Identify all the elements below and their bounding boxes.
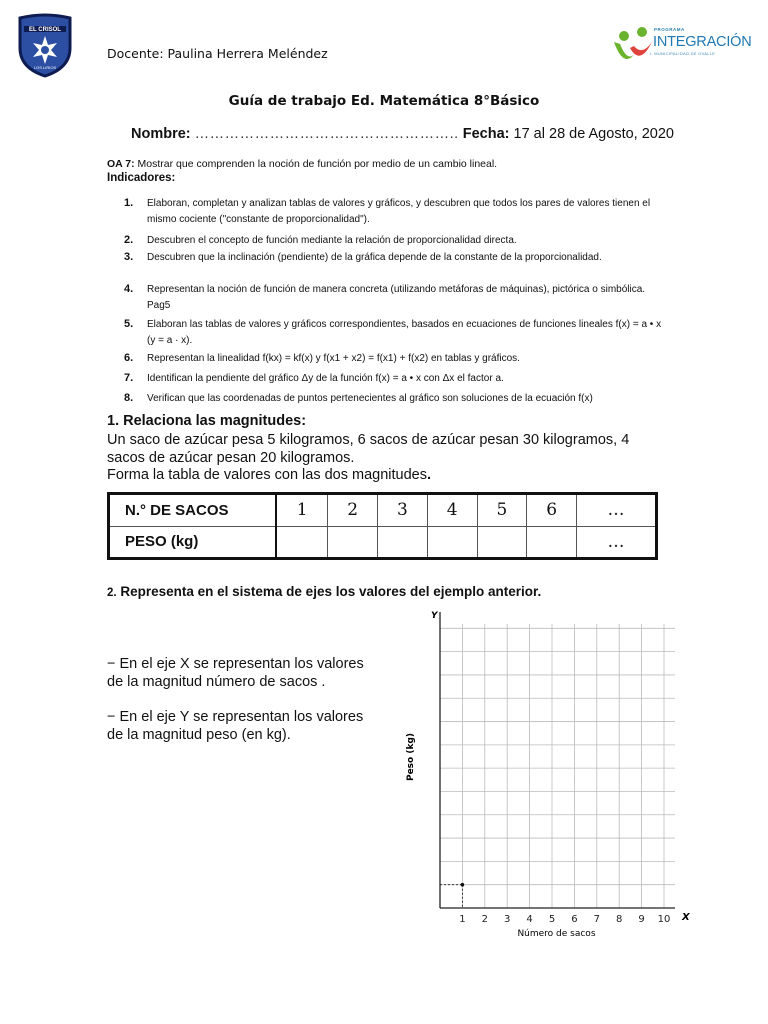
section1-text bbox=[107, 432, 667, 485]
table-cell: 1 bbox=[276, 494, 328, 527]
indicator-text: Elaboran, completan y analizan tablas de valores y gráficos, y descubren que todos los pares de valores tienen el mismo cociente ("constante de proporcionalidad"). bbox=[147, 198, 651, 225]
indicator-number: 2. bbox=[124, 234, 134, 246]
table-row-peso bbox=[109, 526, 657, 559]
y-desc-line1: − En el eje Y se representan los valores bbox=[107, 709, 364, 725]
x-tick-label: 9 bbox=[638, 914, 645, 925]
section1-heading: 1. Relaciona las magnitudes: bbox=[107, 413, 307, 429]
table-cell-input[interactable] bbox=[378, 526, 428, 559]
table-cell-input[interactable] bbox=[477, 526, 527, 559]
x-tick-label: 7 bbox=[593, 914, 600, 925]
indicator-number: 8. bbox=[124, 392, 134, 404]
data-point bbox=[461, 883, 465, 887]
school-badge bbox=[16, 12, 74, 78]
section1-paragraph: Un saco de azúcar pesa 5 kilogramos, 6 sacos de azúcar pesan 30 kilogramos, 4 sacos de azúcar pesan 20 kilogramos. bbox=[107, 432, 630, 466]
table-cell: 3 bbox=[378, 494, 428, 527]
indicators-heading: Indicadores: bbox=[107, 172, 176, 184]
logo-subtitle: I. MUNICIPALIDAD DE OVALLE bbox=[650, 51, 716, 56]
x-tick-label: 3 bbox=[504, 914, 511, 925]
oa-text: Mostrar que comprenden la noción de función por medio de un cambio lineal. bbox=[134, 158, 498, 170]
section1-instruction: Forma la tabla de valores con las dos magnitudes bbox=[107, 467, 427, 483]
badge-bottom-text: LOS LIRIOS bbox=[33, 65, 57, 70]
x-axis-letter: X bbox=[682, 912, 690, 923]
y-axis-description bbox=[107, 709, 363, 744]
indicator-text: Descubren que la inclinación (pendiente) de la gráfica depende de la constante de la proporcionalidad. bbox=[147, 252, 602, 263]
teacher-name: Docente: Paulina Herrera Meléndez bbox=[107, 46, 328, 61]
y-axis-title: Peso (kg) bbox=[406, 732, 416, 782]
name-date-line bbox=[131, 126, 674, 142]
indicator-number: 6. bbox=[124, 352, 134, 364]
row-label-peso: PESO (kg) bbox=[109, 526, 277, 559]
table-cell-input[interactable] bbox=[427, 526, 477, 559]
fecha-value: 17 al 28 de Agosto, 2020 bbox=[509, 126, 674, 142]
document-title: Guía de trabajo Ed. Matemática 8°Básico bbox=[228, 93, 540, 109]
x-tick-label: 4 bbox=[526, 914, 533, 925]
x-axis-description bbox=[107, 656, 364, 691]
coordinate-grid-chart bbox=[400, 602, 700, 942]
x-axis-title: Número de sacos bbox=[517, 929, 596, 939]
indicator-number: 1. bbox=[124, 197, 134, 209]
badge-name: EL CRISOL bbox=[29, 27, 61, 33]
table-row-sacos bbox=[109, 494, 657, 527]
x-tick-label: 6 bbox=[571, 914, 578, 925]
logo-program-text: PROGRAMA bbox=[654, 27, 685, 32]
x-tick-label: 8 bbox=[616, 914, 623, 925]
objective-line bbox=[107, 158, 497, 170]
people-logo-icon bbox=[614, 27, 652, 59]
section2-title: Representa en el sistema de ejes los valores del ejemplo anterior. bbox=[116, 584, 542, 599]
table-cell-input[interactable] bbox=[527, 526, 577, 559]
nombre-label: Nombre: bbox=[131, 126, 191, 142]
magnitudes-table bbox=[107, 492, 658, 560]
indicator-text: Identifican la pendiente del gráfico Δy de la función f(x) = a • x con Δx el factor a. bbox=[147, 373, 504, 384]
table-cell: 5 bbox=[477, 494, 527, 527]
indicator-number: 3. bbox=[124, 251, 134, 263]
table-cell: 2 bbox=[328, 494, 378, 527]
table-cell: 4 bbox=[427, 494, 477, 527]
indicator-number: 5. bbox=[124, 318, 134, 330]
indicator-text: Representan la linealidad f(kx) = kf(x) y f(x1 + x2) = f(x1) + f(x2) en tablas y gráficos. bbox=[147, 353, 520, 364]
name-blank: …………………………………………….. bbox=[194, 126, 459, 142]
indicator-number: 7. bbox=[124, 372, 134, 384]
row-label-sacos: N.° DE SACOS bbox=[109, 494, 277, 527]
table-cell: 6 bbox=[527, 494, 577, 527]
indicator-text: Elaboran las tablas de valores y gráficos correspondientes, basados en ecuaciones de funciones lineales f(x) = a • x (y = a · x). bbox=[147, 319, 662, 346]
x-tick-label: 1 bbox=[459, 914, 466, 925]
x-tick-label: 5 bbox=[548, 914, 556, 925]
x-desc-line1: − En el eje X se representan los valores bbox=[107, 656, 364, 672]
oa-label: OA 7: bbox=[107, 158, 135, 170]
section2-heading bbox=[107, 584, 541, 599]
indicator-text: Representan la noción de función de manera concreta (utilizando metáforas de máquinas), pictórica o simbólica. Pag5 bbox=[147, 284, 646, 311]
x-tick-label: 10 bbox=[657, 914, 671, 925]
table-cell: … bbox=[577, 494, 657, 527]
y-desc-line2: de la magnitud peso (en kg). bbox=[107, 726, 291, 743]
indicator-number: 4. bbox=[124, 283, 134, 295]
table-cell-input[interactable] bbox=[276, 526, 328, 559]
y-axis-letter: Y bbox=[431, 611, 438, 621]
section1-instruction-end: . bbox=[426, 467, 432, 483]
x-desc-line2: de la magnitud número de sacos . bbox=[107, 673, 326, 690]
table-cell: … bbox=[577, 526, 657, 559]
indicator-text: Descubren el concepto de función mediante la relación de proporcionalidad directa. bbox=[147, 235, 517, 246]
indicator-text: Verifican que las coordenadas de puntos pertenecientes al gráfico son soluciones de la ecuación f(x) bbox=[147, 393, 593, 404]
logo-word: INTEGRACIÓN bbox=[653, 34, 752, 50]
x-tick-label: 2 bbox=[481, 914, 488, 925]
fecha-label: Fecha: bbox=[462, 126, 510, 142]
table-cell-input[interactable] bbox=[328, 526, 378, 559]
section2-number: 2. bbox=[107, 587, 117, 599]
